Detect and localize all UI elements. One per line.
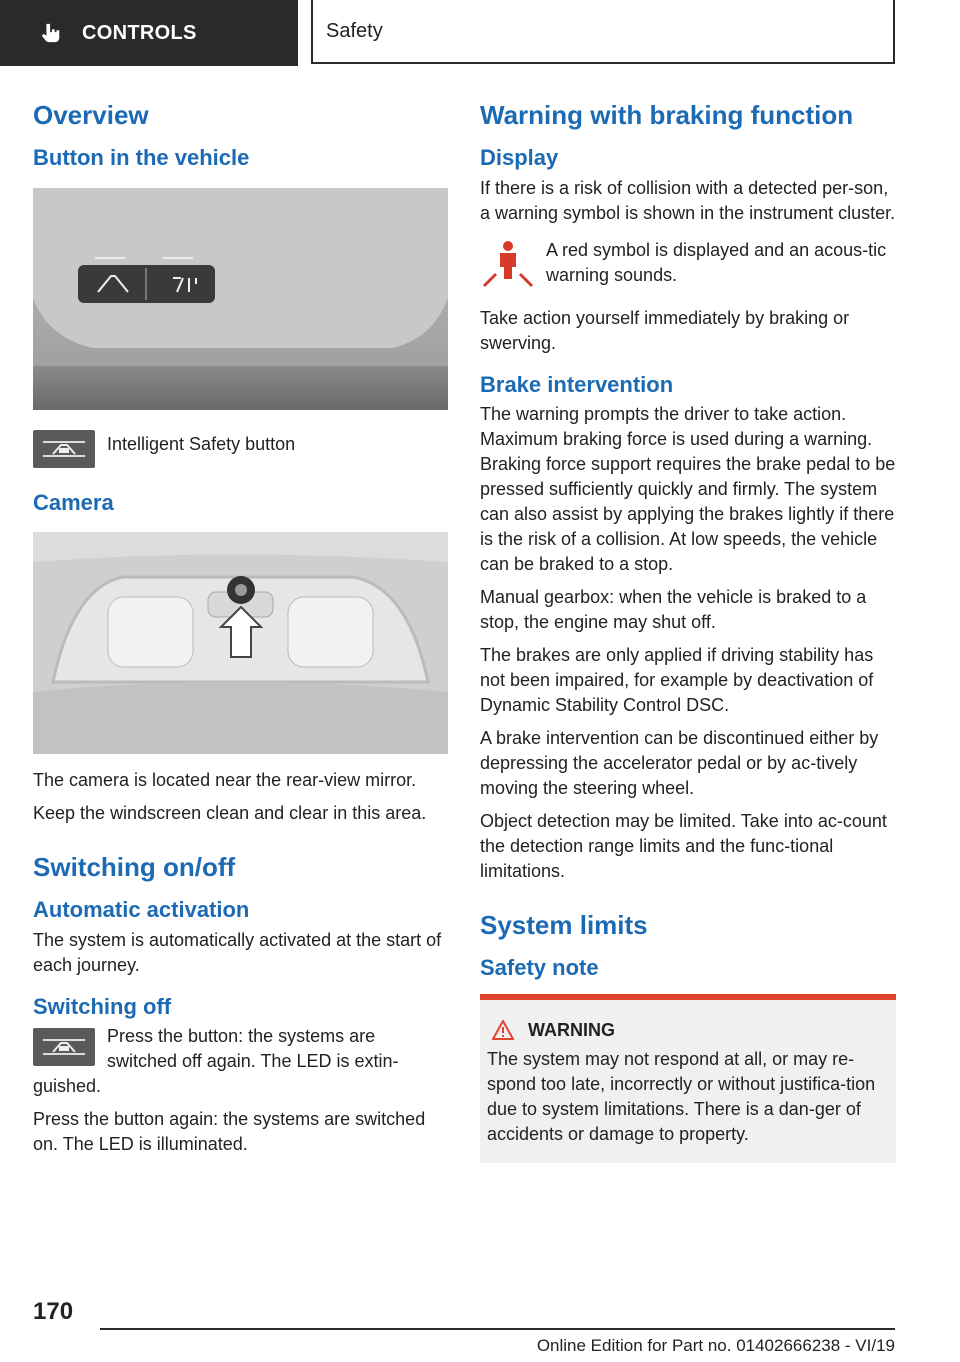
button-caption: Intelligent Safety button <box>107 433 296 454</box>
camera-heading: Camera <box>33 489 114 515</box>
switching-off-text: Press the button: the systems are switched off again. The LED is extin-guished. <box>33 1025 399 1096</box>
page-number: 170 <box>33 1298 74 1325</box>
intelligent-safety-icon <box>33 430 95 468</box>
warning-label: WARNING <box>528 1019 615 1040</box>
warning-triangle-icon <box>492 1020 514 1040</box>
brake-text-5: Object detection may be limited. Take into ac-count the detection range limits and the func-tional limitations. <box>480 810 887 881</box>
pedestrian-warning-icon <box>480 236 536 292</box>
warning-title <box>487 1020 886 1041</box>
system-limits-heading: System limits <box>480 909 648 940</box>
brake-text-3: The brakes are only applied if driving stability has not been impaired, for example by deactivation of Dynamic Stability Control DSC. <box>480 644 874 715</box>
page-header <box>0 0 960 66</box>
display-heading: Display <box>480 145 559 171</box>
symbol-row <box>480 236 896 296</box>
switching-on-text: Press the button again: the systems are switched on. The LED is illuminated. <box>33 1108 426 1154</box>
switching-heading: Switching on/off <box>33 851 236 882</box>
take-action-text: Take action yourself immediately by braking or swerving. <box>480 307 850 353</box>
automatic-activation-text: The system is automatically activated at the start of each journey. <box>33 929 442 975</box>
button-caption-row <box>33 430 448 468</box>
brake-text-2: Manual gearbox: when the vehicle is braked to a stop, the engine may shut off. <box>480 586 867 632</box>
right-column <box>480 100 896 1163</box>
automatic-activation-heading: Automatic activation <box>33 897 250 923</box>
switching-off-heading: Switching off <box>33 993 172 1019</box>
intelligent-safety-icon <box>33 1028 95 1066</box>
camera-photo <box>33 532 448 754</box>
footer-divider <box>100 1328 895 1330</box>
safety-note-heading: Safety note <box>480 955 599 981</box>
brake-text-1: The warning prompts the driver to take action. Maximum braking force is used during a warning. Braking force support requires the brake pedal to be pressed sufficiently quickly and firmly. The system can also assist by applying the brakes lightly if there is the risk of a collision. At low speeds, the vehicle can be braked to a stop. <box>480 403 896 574</box>
page-footer <box>0 1290 960 1362</box>
overview-heading: Overview <box>33 100 149 130</box>
button-heading: Button in the vehicle <box>33 145 250 171</box>
warning-braking-heading: Warning with braking function <box>480 100 854 130</box>
camera-clean-text: Keep the windscreen clean and clear in this area. <box>33 802 427 823</box>
brake-text-4: A brake intervention can be discontinued either by depressing the accelerator pedal or by ac-tively moving the steering wheel. <box>480 727 879 798</box>
section-tab-label: CONTROLS <box>82 21 197 44</box>
edition-text: Online Edition for Part no. 01402666238 - VI/19 <box>536 1336 895 1355</box>
brake-intervention-heading: Brake intervention <box>480 371 674 397</box>
symbol-caption: A red symbol is displayed and an acous-tic warning sounds. <box>546 239 887 285</box>
hand-pointer-icon <box>40 22 62 44</box>
warning-text: The system may not respond at all, or may re-spond too late, incorrectly or without justifica-tion due to system limitations. There is a dan-ger of accidents or damage to property. <box>487 1048 876 1144</box>
camera-location-text: The camera is located near the rear-view mirror. <box>33 769 417 790</box>
button-photo <box>33 188 448 410</box>
page-tab <box>311 0 895 64</box>
left-column <box>33 100 448 1165</box>
warning-box <box>480 994 896 1163</box>
page-tab-label: Safety <box>326 19 383 42</box>
display-text: If there is a risk of collision with a detected per-son, a warning symbol is shown in the instrument cluster. <box>480 177 896 223</box>
section-tab <box>0 0 298 66</box>
